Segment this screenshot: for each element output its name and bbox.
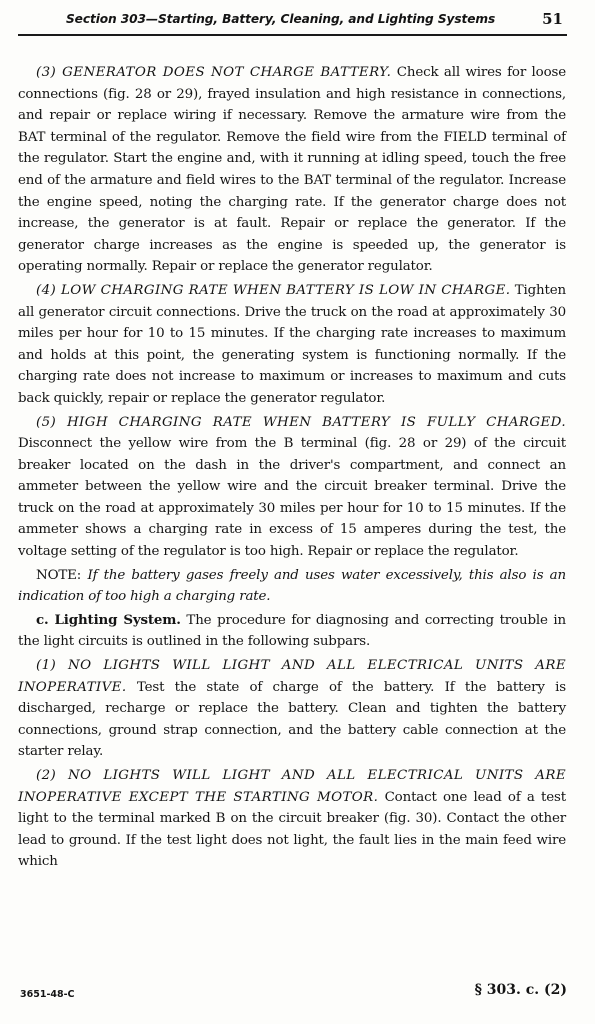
- note-paragraph: [18, 565, 566, 608]
- paragraph-text: Tighten all generator circuit connections. Drive the truck on the road at approximately 30 miles per hour for 10 to 15 minutes. If the charging rate increases to maximum and holds at this point, the generating system is functioning normally. If the charging rate does not increase to maximum or increases to maximum and cuts back quickly, repair or replace the generator regulator.: [18, 282, 566, 406]
- note-text: If the battery gases freely and uses water excessively, this also is an indication of too high a charging rate.: [18, 567, 566, 605]
- paragraph-low-charging-rate: [18, 280, 566, 410]
- paragraph-heading: (4) LOW CHARGING RATE WHEN BATTERY IS LOW IN CHARGE.: [36, 282, 511, 298]
- paragraph-high-charging-rate: [18, 412, 566, 563]
- paragraph-text: Disconnect the yellow wire from the B terminal (fig. 28 or 29) of the circuit breaker located on the dash in the driver's compartment, and connect an ammeter between the yellow wire and the circuit breaker terminal. Drive the truck on the road at approximately 30 miles per hour for 10 to 15 minutes. If the ammeter shows a charging rate in excess of 15 amperes during the test, the voltage setting of the regulator is too high. Repair or replace the regulator.: [18, 436, 566, 560]
- paragraph-heading: (1) NO LIGHTS WILL LIGHT AND ALL ELECTRICAL UNITS ARE INOPERATIVE.: [18, 658, 566, 695]
- paragraph-text: The procedure for diagnosing and correcting trouble in the light circuits is outlined in the following subpars.: [18, 612, 566, 650]
- paragraph-text: Check all wires for loose connections (fig. 28 or 29), frayed insulation and high resistance in connections, and repair or replace wiring if necessary. Remove the armature wire from the BAT terminal of the regulator. Remove the field wire from the FIELD terminal of the regulator. Start the engine and, with it running at idling speed, touch the free end of the armature and field wires to the BAT terminal of the regulator. Increase the engine speed, noting the charging rate. If the generator charge does not increase, the generator is at fault. Repair or replace the generator. If the generator charge increases as the engine is speeded up, the generator is operating normally. Repair or replace the generator regulator.: [18, 65, 566, 275]
- paragraph-heading: (5) HIGH CHARGING RATE WHEN BATTERY IS FULLY CHARGED.: [36, 414, 566, 430]
- paragraph-heading: (2) NO LIGHTS WILL LIGHT AND ALL ELECTRICAL UNITS ARE INOPERATIVE EXCEPT THE STARTING MOTOR.: [18, 768, 566, 805]
- paragraph-no-lights-except-starting-motor: [18, 765, 566, 873]
- subsection-heading: c. Lighting System.: [36, 611, 181, 628]
- paragraph-no-lights-all-inoperative: [18, 655, 566, 763]
- footer-code: 3651-48-C: [20, 989, 75, 1000]
- page-number: 51: [542, 10, 563, 28]
- paragraph-lighting-system: [18, 610, 566, 653]
- body-text: [18, 62, 566, 873]
- paragraph-text: Test the state of charge of the battery. If the battery is discharged, recharge or replace the battery. Clean and tighten the battery connections, ground strap connection, and the battery cable connection at the starter relay.: [18, 679, 566, 760]
- paragraph-generator-does-not-charge: [18, 62, 566, 278]
- footer-section-reference: § 303. c. (2): [474, 982, 567, 998]
- page-header: [18, 10, 567, 36]
- paragraph-text: Contact one lead of a test light to the terminal marked B on the circuit breaker (fig. 30). Contact the other lead to ground. If the test light does not light, the fault lies in the main feed wire which: [18, 789, 566, 870]
- note-label: NOTE:: [36, 567, 88, 583]
- section-title: Section 303—Starting, Battery, Cleaning, and Lighting Systems: [66, 12, 496, 26]
- paragraph-heading: (3) GENERATOR DOES NOT CHARGE BATTERY.: [36, 65, 392, 80]
